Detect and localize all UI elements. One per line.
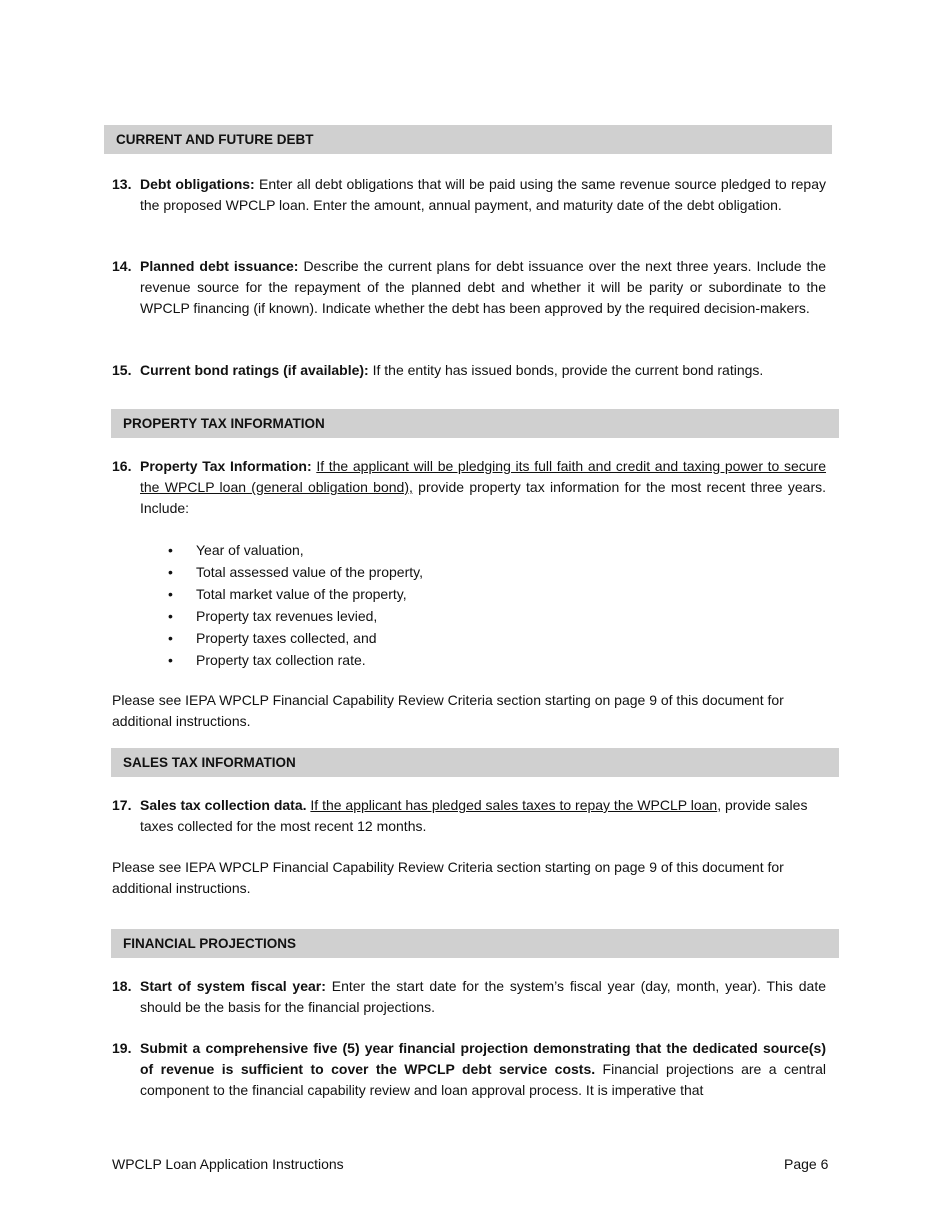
item-title: Submit a comprehensive five (5) year financial projection demonstrating that the dedicated source(s) of revenue is sufficient to cover the WPCLP debt service costs. (140, 1040, 826, 1077)
sales-tax-note: Please see IEPA WPCLP Financial Capability Review Criteria section starting on page 9 of this document for additional instructions. (112, 859, 784, 896)
item-title: Current bond ratings (if available): (140, 362, 369, 378)
list-item: • Year of valuation, (168, 539, 423, 561)
list-item: • Property taxes collected, and (168, 627, 423, 649)
bullet-icon: • (168, 564, 173, 580)
footer-page-number: Page 6 (784, 1156, 829, 1172)
section-header-financial-projections: FINANCIAL PROJECTIONS (111, 929, 839, 958)
item-title: Sales tax collection data. (140, 797, 307, 813)
item-15 (112, 360, 826, 381)
item-underlined-text: If the applicant has pledged sales taxes to repay the WPCLP loan (310, 797, 718, 813)
item-number: 15. (112, 362, 132, 378)
item-text: If the entity has issued bonds, provide the current bond ratings. (372, 362, 764, 378)
item-19 (112, 1038, 826, 1101)
item-underlined-text: If the applicant will be pledging its full faith and credit and taxing power to secure the WPCLP loan (general obligation bond), (140, 458, 827, 495)
item-16 (112, 456, 826, 519)
item-number: 16. (112, 458, 132, 474)
item-text: Financial projections are a central component to the financial capability review and loan approval process. It is imperative that (140, 1061, 826, 1098)
item-text: provide property tax information for the most recent three years. Include: (140, 479, 827, 516)
item-title: Start of system fiscal year: (140, 978, 326, 994)
list-item: • Total assessed value of the property, (168, 561, 423, 583)
list-item: • Total market value of the property, (168, 583, 423, 605)
item-18 (112, 976, 826, 1018)
item-title: Planned debt issuance: (140, 258, 299, 274)
bullet-icon: • (168, 630, 173, 646)
section-header-debt: CURRENT AND FUTURE DEBT (104, 125, 832, 154)
section-header-property-tax: PROPERTY TAX INFORMATION (111, 409, 839, 438)
item-text: Describe the current plans for debt issuance over the next three years. Include the revenue source for the repayment of the planned debt and whether it will be parity or subordinate to the WPCLP financing (if known). Indicate whether the debt has been approved by the required decision-makers. (140, 258, 827, 316)
bullet-icon: • (168, 608, 173, 624)
list-item: • Property tax revenues levied, (168, 605, 423, 627)
item-text: Enter all debt obligations that will be paid using the same revenue source pledged to repay the proposed WPCLP loan. Enter the amount, annual payment, and maturity date of the debt obligation. (140, 176, 826, 213)
property-tax-note: Please see IEPA WPCLP Financial Capability Review Criteria section starting on page 9 of this document for additional instructions. (112, 692, 784, 729)
item-title: Property Tax Information: (140, 458, 312, 474)
list-item: • Property tax collection rate. (168, 649, 423, 671)
item-number: 14. (112, 258, 132, 274)
item-14 (112, 256, 826, 319)
item-number: 19. (112, 1040, 132, 1056)
item-text: , provide sales taxes collected for the most recent 12 months. (140, 797, 808, 834)
item-number: 13. (112, 176, 132, 192)
item-13 (112, 174, 826, 216)
bullet-icon: • (168, 586, 173, 602)
footer-document-title: WPCLP Loan Application Instructions (112, 1156, 344, 1172)
bullet-icon: • (168, 652, 173, 668)
item-text: Enter the start date for the system’s fiscal year (day, month, year). This date should be the basis for the financial projections. (140, 978, 826, 1015)
item-title: Debt obligations: (140, 176, 255, 192)
bullet-icon: • (168, 542, 173, 558)
item-number: 17. (112, 797, 132, 813)
item-number: 18. (112, 978, 132, 994)
section-header-sales-tax: SALES TAX INFORMATION (111, 748, 839, 777)
property-tax-list (168, 539, 423, 671)
item-17 (112, 795, 826, 837)
